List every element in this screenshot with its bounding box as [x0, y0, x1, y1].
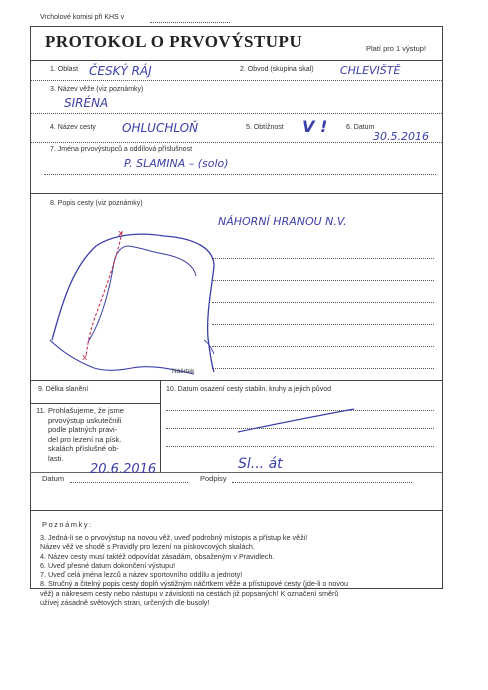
note-item: 4. Název cesty musí taktéž odpovídat zásadám, obsaženým v Pravidlech.: [40, 551, 275, 561]
note-item: 3. Jedná-li se o prvovýstup na novou věž, uveď podrobný místopis a přístup ke věži!: [40, 533, 308, 542]
note-item: věž) a nákresem cesty nebo nástupu v závislosti na cestách již popsaných! K označení směrů: [40, 588, 339, 598]
field-3-label: 3. Název věže (viz poznámky): [50, 86, 144, 93]
field-3-value: SIRÉNA: [64, 96, 109, 110]
route-sketch: [44, 222, 220, 382]
note-item: užívej zásadně světových stran, určených dle busoly!: [40, 598, 210, 608]
divider-row-7a: [44, 174, 436, 175]
svg-text:x: x: [82, 353, 88, 363]
route-line-6: [212, 368, 434, 369]
date-label: Datum: [42, 474, 65, 483]
route-line-1: [212, 258, 434, 259]
declaration-line: Prohlašujeme, že jsme: [48, 406, 124, 415]
declaration-line: skalách příslušné ob-: [48, 444, 119, 453]
field-6-label: 6. Datum: [346, 124, 375, 131]
field-9-label: 9. Délka slanění: [38, 386, 89, 393]
note-item: 6. Uveď přesné datum dokončení výstupu!: [40, 560, 176, 570]
mount-line-3: [166, 446, 434, 447]
divider-row-1: [30, 80, 442, 81]
notes-list: [40, 533, 348, 607]
route-line-3: [212, 302, 434, 303]
svg-text:x: x: [118, 229, 124, 239]
route-line-4: [212, 324, 434, 325]
divider-top: [30, 60, 442, 61]
divider-notes: [30, 510, 442, 511]
header-org: Vrcholové komisi při KHS v: [40, 14, 125, 21]
note-item: 8. Stručný a čitelný popis cesty doplň výstižným náčrtkem věže a přístupové cesty (jde-li o novou: [40, 579, 349, 589]
field-4-value: OHLUCHLOŇ: [122, 121, 199, 135]
strike-line: [236, 406, 356, 436]
sign-label: Podpisy: [200, 474, 227, 483]
field-5-label: 5. Obtížnost: [246, 124, 284, 131]
declaration-line: prvovýstup uskutečnili: [48, 415, 122, 425]
field-4-label: 4. Název cesty: [50, 124, 96, 131]
field-8-value: NÁHORNÍ HRANOU N.V.: [218, 215, 347, 228]
divider-col-9: [160, 380, 161, 472]
declaration-line: lasti.: [48, 453, 64, 463]
field-5-value: V !: [302, 117, 328, 136]
divider-row-7: [30, 193, 442, 194]
field-6-value: 30.5.2016: [373, 130, 429, 143]
declaration-line: podle platných pravi-: [48, 425, 118, 434]
date-value: 20.6.2016: [90, 462, 157, 477]
sketch-label: Náčrtek: [172, 368, 195, 375]
divider-row-8: [30, 380, 442, 381]
note-item: 7. Uveď celá jména lezců a název sportovního oddílu a jednoty!: [40, 570, 243, 580]
notes-heading: Poznámky:: [42, 520, 93, 529]
valid-note: Platí pro 1 výstup!: [366, 44, 427, 53]
signature: Sl... át: [238, 456, 283, 472]
field-2-value: CHLEVIŠTĚ: [340, 64, 401, 77]
declaration-line: del pro lezení na písk.: [48, 434, 122, 444]
header-org-line: [150, 22, 230, 23]
date-line: [70, 482, 188, 483]
field-10-label: 10. Datum osazení cesty stabiln. kruhy a jejich původ: [166, 386, 331, 393]
divider-row-3: [30, 113, 442, 114]
declaration: [48, 406, 124, 463]
page-title: PROTOKOL O PRVOVÝSTUPU: [45, 32, 303, 51]
field-7-label: 7. Jména prvovýstupců a oddílová příslušnost: [50, 146, 193, 153]
route-line-2: [212, 280, 434, 281]
field-7-value: P. SLAMINA – (solo): [124, 157, 229, 170]
field-8-label: 8. Popis cesty (viz poznámky): [50, 200, 143, 207]
field-2-label: 2. Obvod (skupina skal): [240, 66, 314, 73]
route-line-5: [212, 346, 434, 347]
field-11-label: 11.: [36, 406, 46, 415]
divider-row-4: [30, 142, 442, 143]
field-1-label: 1. Oblast: [50, 66, 79, 73]
sign-line: [232, 482, 412, 483]
divider-row-9: [30, 403, 160, 404]
field-1-value: ČESKÝ RÁJ: [89, 64, 152, 78]
note-item: Název věž ve shodě s Pravidly pro lezení na pískovcových skalách.: [40, 542, 255, 552]
